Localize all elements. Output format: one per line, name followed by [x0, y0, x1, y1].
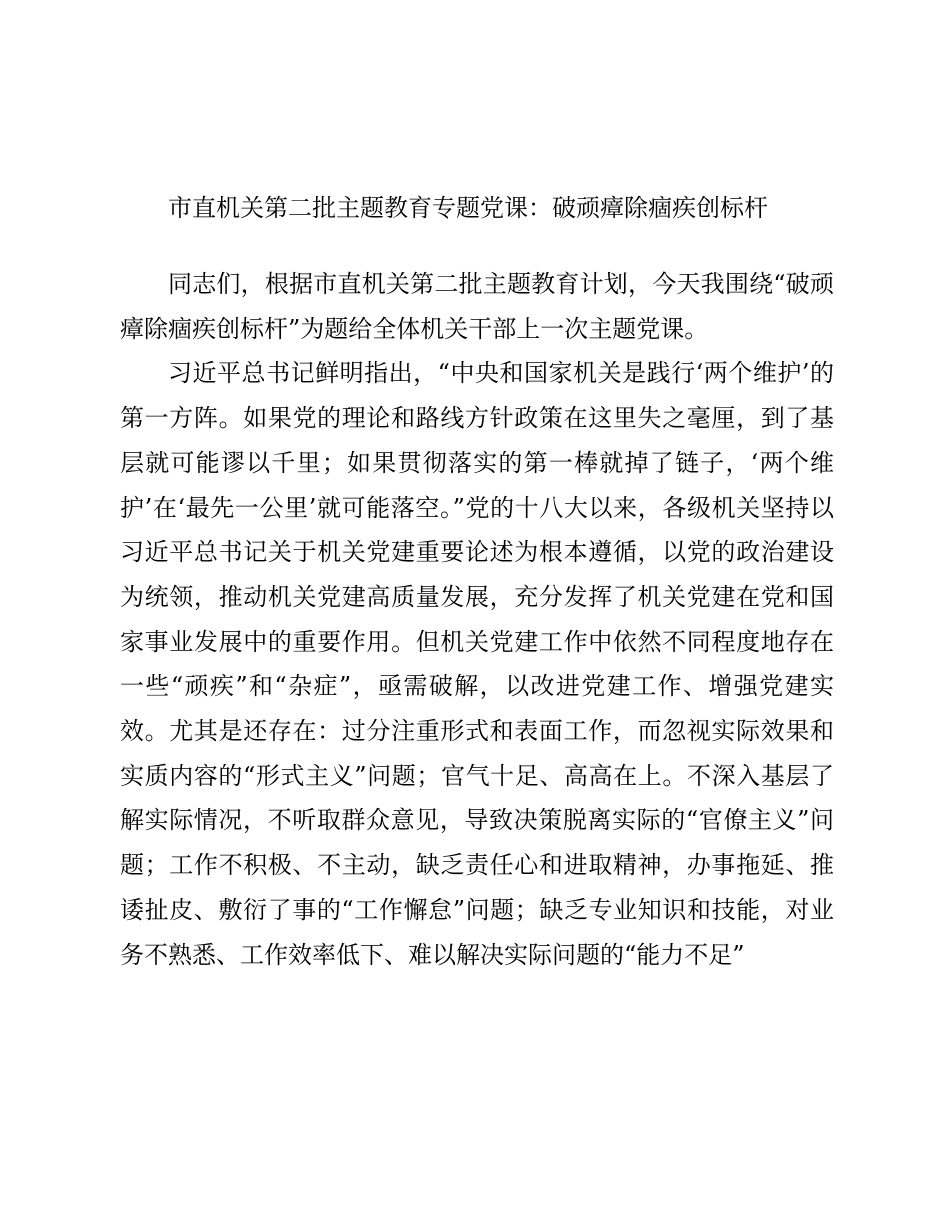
document-title: 市直机关第二批主题教育专题党课：破顽瘴除痼疾创标杆 [168, 194, 768, 222]
paragraph-main: 习近平总书记鲜明指出，“中央和国家机关是践行‘两个维护’的第一方阵。如果党的理论和路线方针政策在这里失之毫厘，到了基层就可能谬以千里；如果贯彻落实的第一棒就掉了链子，‘两个维护’在‘最先一公里’就可能落空。”党的十八大以来，各级机关坚持以习近平总书记关于机关党建重要论述为根本遵循，以党的政治建设为统领，推动机关党建高质量发展，充分发挥了机关党建在党和国家事业发展中的重要作用。但机关党建工作中依然不同程度地存在一些“顽疾”和“杂症”，亟需破解，以改进党建工作、增强党建实效。尤其是还存在：过分注重形式和表面工作，而忽视实际效果和实质内容的“形式主义”问题；官气十足、高高在上。不深入基层了解实际情况，不听取群众意见，导致决策脱离实际的“官僚主义”问题；工作不积极、不主动，缺乏责任心和进取精神，办事拖延、推诿扯皮、敷衍了事的“工作懈怠”问题；缺乏专业知识和技能，对业务不熟悉、工作效率低下、难以解决实际问题的“能力不足” [120, 359, 834, 969]
document-body [120, 262, 834, 977]
paragraph-opening: 同志们，根据市直机关第二批主题教育计划，今天我围绕“破顽瘴除痼疾创标杆”为题给全体机关干部上一次主题党课。 [120, 270, 834, 343]
